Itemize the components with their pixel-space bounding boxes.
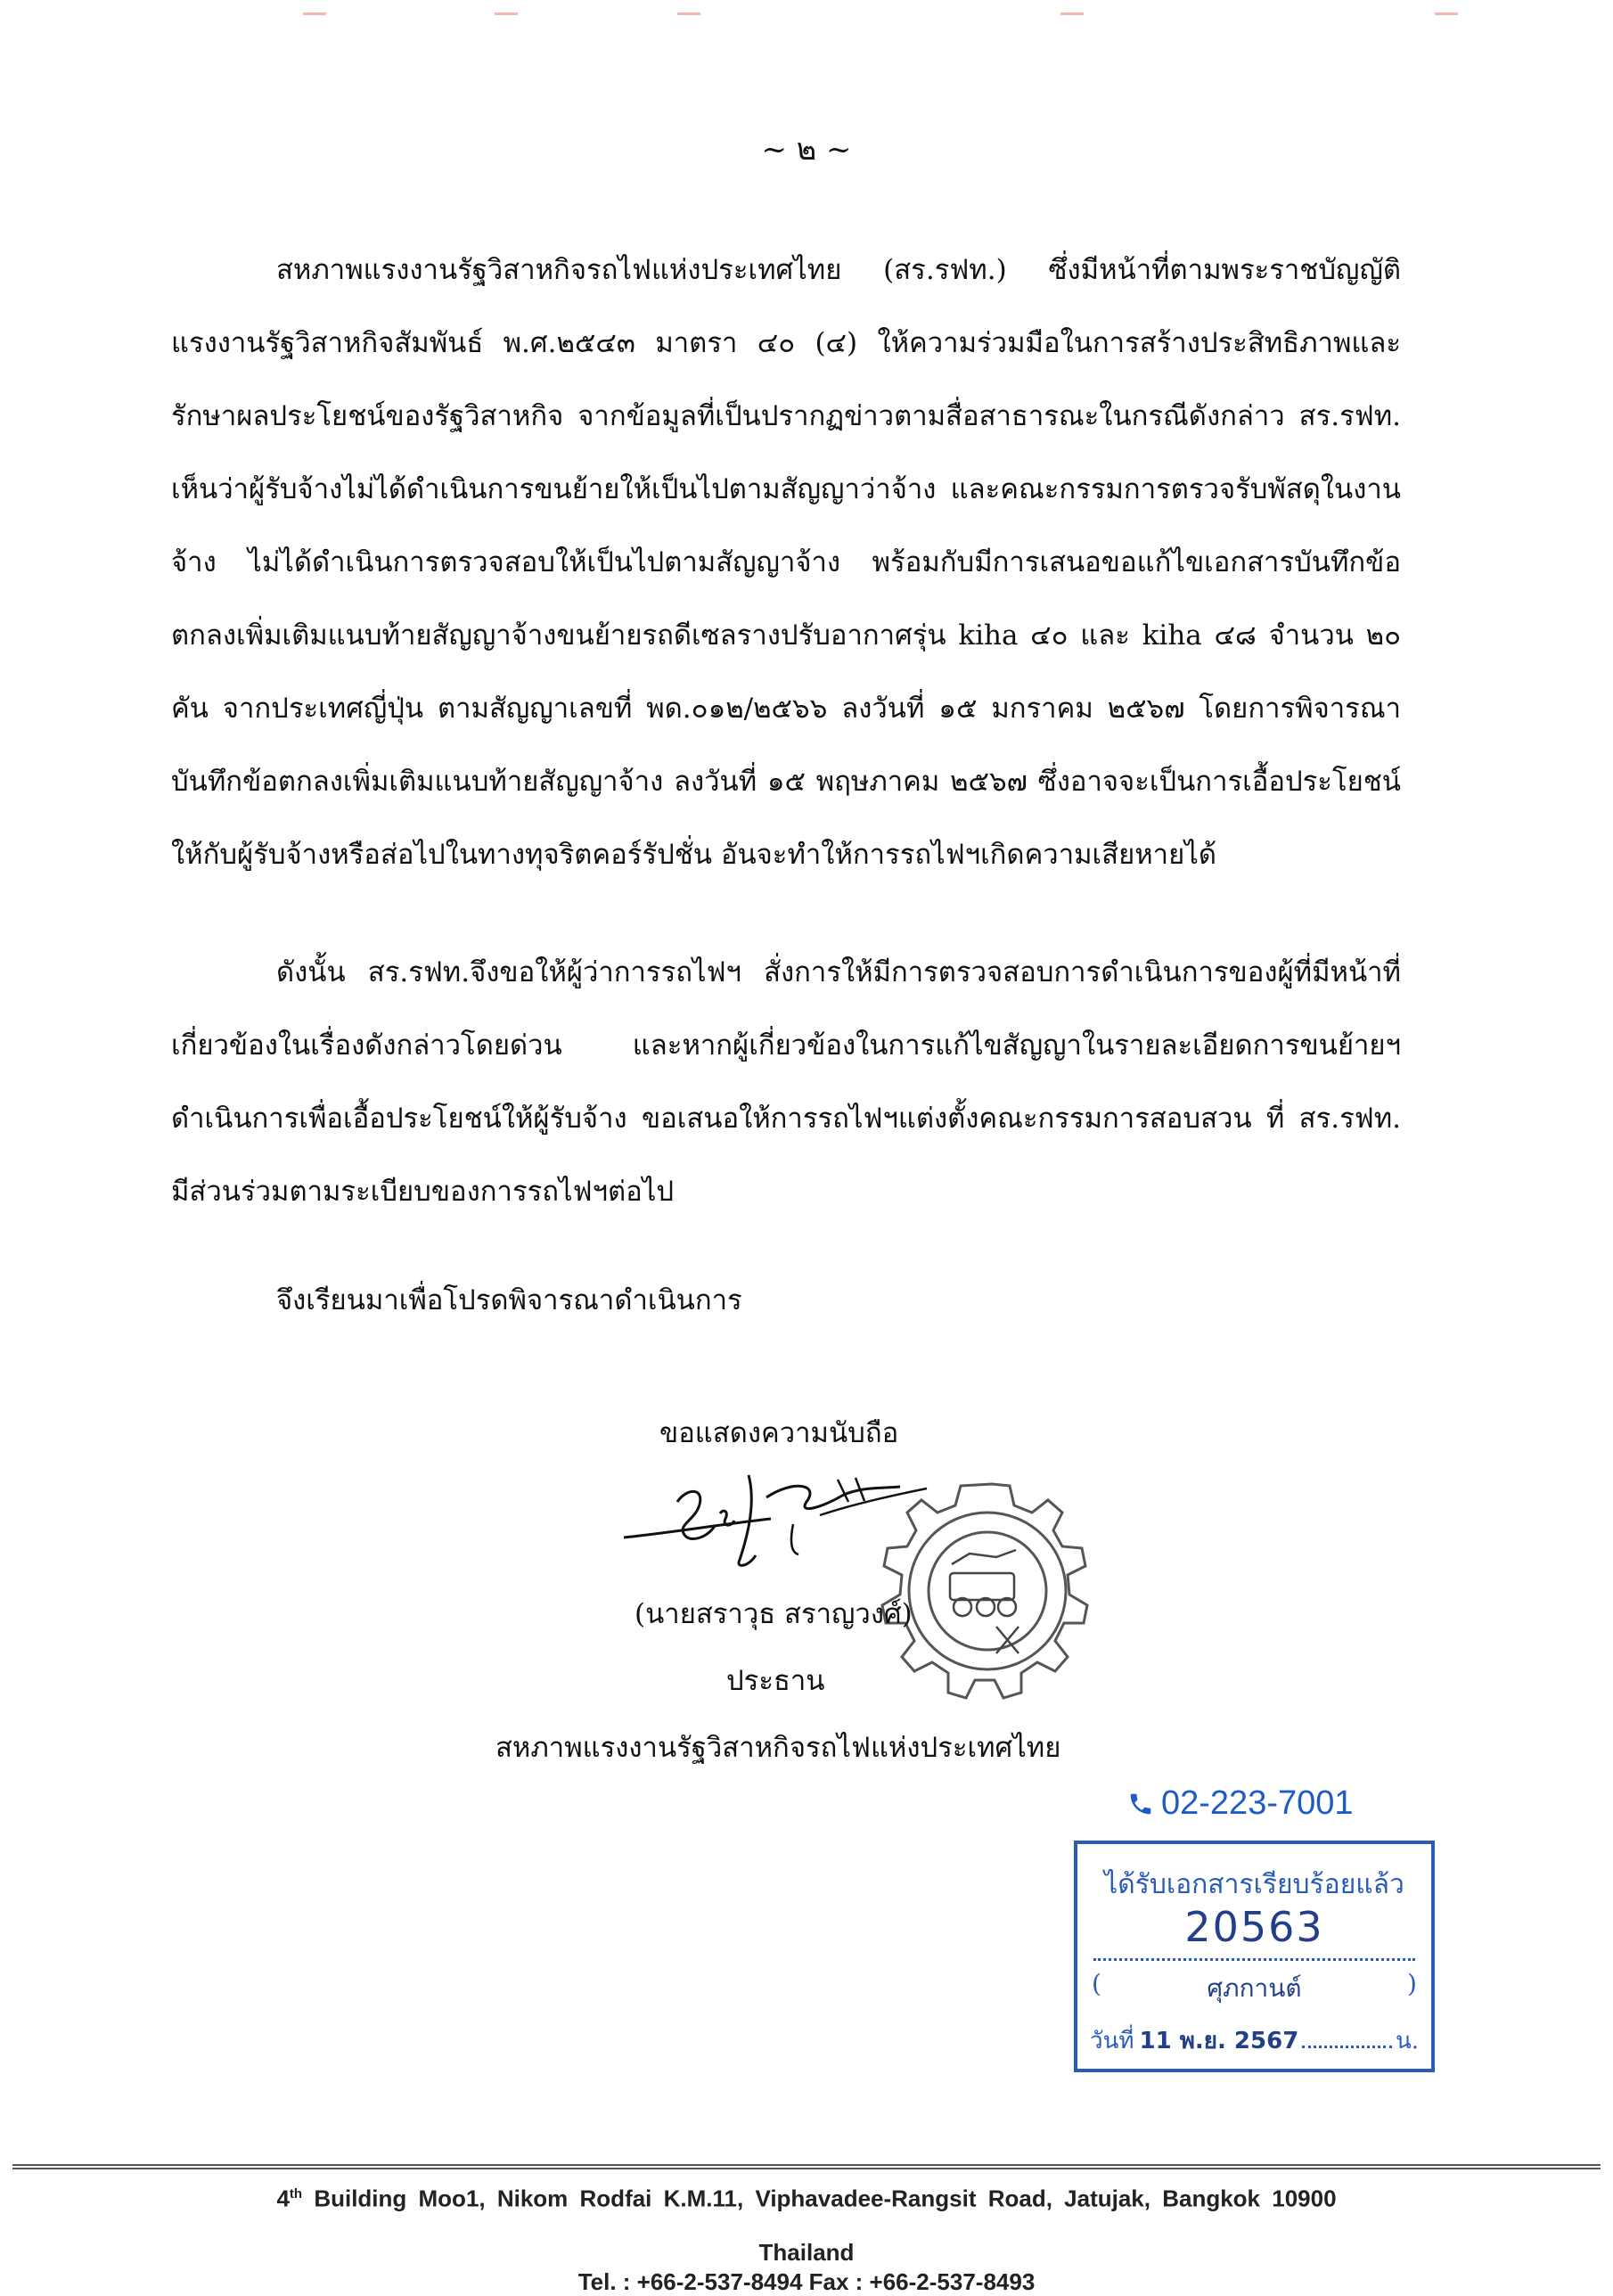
paragraph-request: ดังนั้น สร.รฟท.จึงขอให้ผู้ว่าการรถไฟฯ สั่งการให้มีการตรวจสอบการดำเนินการของผู้ที่มีหน้าที่เกี่ยวข้องในเรื่องดังกล่าวโดยด่วน และหากผู้เกี่ยวข้องในการแก้ไขสัญญาในรายละเอียดการขนย้ายฯดำเนินการเพื่อเอื้อประโยชน์ให้ผู้รับจ้าง ขอเสนอให้การรถไฟฯแต่งตั้งคณะกรรมการสอบสวน ที่ สร.รฟท. มีส่วนร่วมตามระเบียบของการรถไฟฯต่อไป [171, 956, 1401, 1208]
stamp-title: ได้รับเอกสารเรียบร้อยแล้ว [1104, 1869, 1404, 1900]
footer-address-street: Building Moo1, Nikom Rodfai K.M.11, Viphavadee-Rangsit Road, Jatujak, Bangkok 10900 [302, 2185, 1337, 2212]
stamp-date-row [1090, 2022, 1419, 2059]
stamp-date-label: วันที่ [1090, 2028, 1134, 2054]
received-stamp [1074, 1841, 1435, 2072]
phone-icon [1127, 1791, 1154, 1817]
stamp-date-fill [1302, 2046, 1392, 2048]
stamp-receiver-name: ศุภกานต์ [1207, 1973, 1302, 2003]
footer-country: Thailand [758, 2238, 855, 2266]
stamp-document-number: 20563 [1184, 1903, 1324, 1951]
footer-address [0, 2168, 1613, 2279]
top-edge-marks [0, 12, 1613, 18]
stamp-dotted-line [1093, 1958, 1415, 1961]
stamp-date-value: 11 พ.ย. 2567 [1139, 2028, 1299, 2054]
signer-organization: สหภาพแรงงานรัฐวิสาหกิจรถไฟแห่งประเทศไทย [495, 1732, 1061, 1764]
stamp-signature-row [1092, 1969, 1417, 2008]
footer-address-line [0, 2168, 1613, 2226]
paragraph-findings: สหภาพแรงงานรัฐวิสาหกิจรถไฟแห่งประเทศไทย (สร.รฟท.) ซึ่งมีหน้าที่ตามพระราชบัญญัติแรงงานรัฐวิสาหกิจสัมพันธ์ พ.ศ.๒๕๔๓ มาตรา ๔๐ (๔) ให้ความร่วมมือในการสร้างประสิทธิภาพและรักษาผลประโยชน์ของรัฐวิสาหกิจ จากข้อมูลที่เป็นปรากฏข่าวตามสื่อสาธารณะในกรณีดังกล่าว สร.รฟท. เห็นว่าผู้รับจ้างไม่ได้ดำเนินการขนย้ายให้เป็นไปตามสัญญาว่าจ้าง และคณะกรรมการตรวจรับพัสดุในงานจ้าง ไม่ได้ดำเนินการตรวจสอบให้เป็นไปตามสัญญาจ้าง พร้อมกับมีการเสนอขอแก้ไขเอกสารบันทึกข้อตกลงเพิ่มเติมแนบท้ายสัญญาจ้างขนย้ายรถดีเซลรางปรับอากาศรุ่น kiha ๔๐ และ kiha ๔๘ จำนวน ๒๐ คัน จากประเทศญี่ปุ่น ตามสัญญาเลขที่ พด.๐๑๒/๒๕๖๖ ลงวันที่ ๑๕ มกราคม ๒๕๖๗ โดยการพิจารณาบันทึกข้อตกลงเพิ่มเติมแนบท้ายสัญญาจ้าง ลงวันที่ ๑๕ พฤษภาคม ๒๕๖๗ ซึ่งอาจจะเป็นการเอื้อประโยชน์ให้กับผู้รับจ้างหรือส่อไปในทางทุจริตคอร์รัปชั่น อันจะทำให้การรถไฟฯเกิดความเสียหายได้ [171, 254, 1401, 871]
phone-annotation [1127, 1784, 1354, 1823]
paragraph-conclusion: จึงเรียนมาเพื่อโปรดพิจารณาดำเนินการ [276, 1284, 742, 1316]
footer-address-number: 4 [276, 2185, 290, 2212]
stamp-sig-open: ( [1092, 1969, 1101, 1998]
footer-address-ordinal: th [289, 2186, 303, 2202]
stamp-time-suffix: น. [1395, 2028, 1419, 2054]
signer-name: (นายสราวุธ สราญวงศ์) [635, 1598, 913, 1630]
signer-position: ประธาน [726, 1665, 825, 1697]
page-number: ~ ๒ ~ [761, 132, 852, 168]
stamp-sig-close: ) [1407, 1969, 1417, 1998]
footer-tel-fax: Tel. : +66-2-537-8494 Fax : +66-2-537-8493 [577, 2268, 1036, 2295]
phone-number: 02-223-7001 [1161, 1784, 1354, 1822]
closing-salutation: ขอแสดงความนับถือ [659, 1417, 899, 1449]
